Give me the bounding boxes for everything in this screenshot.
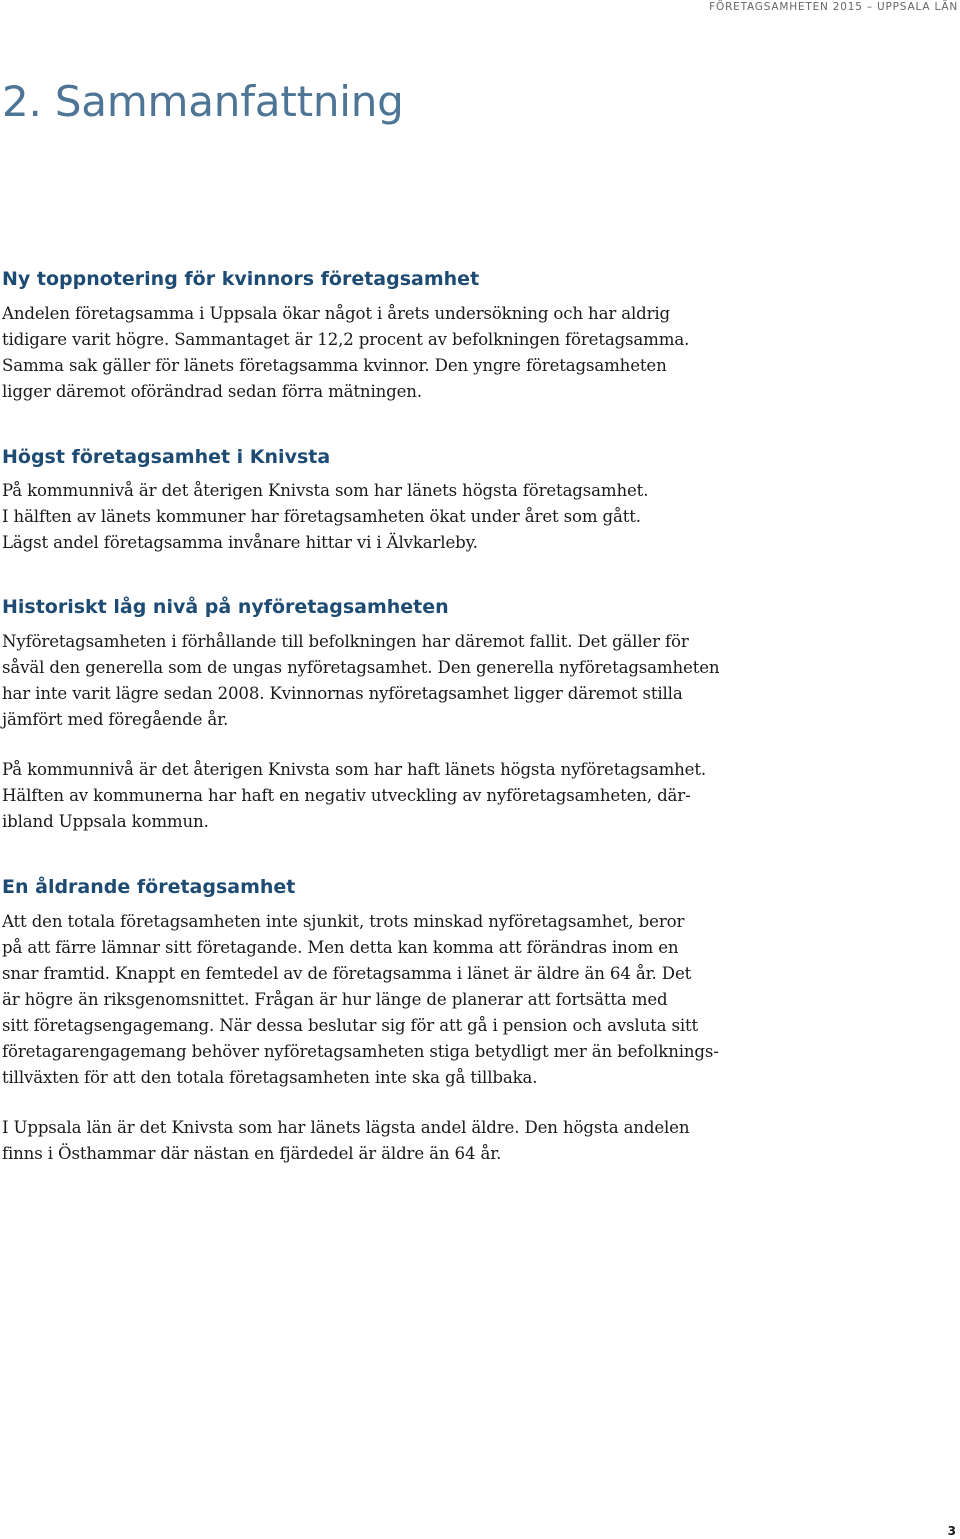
section-knivsta xyxy=(2,444,952,556)
text-line: sitt företagsengagemang. När dessa beslutar sig för att gå i pension och avsluta sitt xyxy=(2,1016,699,1035)
section-heading: En åldrande företagsamhet xyxy=(2,876,296,898)
text-line: tidigare varit högre. Sammantaget är 12,2 procent av befolkningen företagsamma. xyxy=(2,330,690,349)
paragraph xyxy=(2,301,952,405)
text-line: ligger däremot oförändrad sedan förra mätningen. xyxy=(2,382,422,401)
text-line: På kommunnivå är det återigen Knivsta som har länets högsta företagsamhet. xyxy=(2,481,649,500)
text-line: företagarengagemang behöver nyföretagsamheten stiga betydligt mer än befolknings- xyxy=(2,1042,719,1061)
text-line: har inte varit lägre sedan 2008. Kvinnornas nyföretagsamhet ligger däremot stilla xyxy=(2,684,683,703)
paragraph xyxy=(2,757,952,835)
section-heading: Ny toppnotering för kvinnors företagsamhet xyxy=(2,268,480,290)
section-heading: Historiskt låg nivå på nyföretagsamheten xyxy=(2,596,449,618)
text-line: såväl den generella som de ungas nyföretagsamhet. Den generella nyföretagsamheten xyxy=(2,658,720,677)
section-kvinnors-foretagsamhet xyxy=(2,266,952,405)
paragraph xyxy=(2,629,952,733)
page-title: 2. Sammanfattning xyxy=(2,77,404,126)
section-nyforetagsamhet xyxy=(2,594,952,835)
section-heading: Högst företagsamhet i Knivsta xyxy=(2,446,331,468)
text-line: Att den totala företagsamheten inte sjunkit, trots minskad nyföretagsamhet, beror xyxy=(2,912,685,931)
section-aldrande-foretagsamhet xyxy=(2,874,952,1167)
text-line: Andelen företagsamma i Uppsala ökar något i årets undersökning och har aldrig xyxy=(2,304,671,323)
text-line: snar framtid. Knappt en femtedel av de företagsamma i länet är äldre än 64 år. Det xyxy=(2,964,692,983)
text-line: jämfört med föregående år. xyxy=(2,710,229,729)
text-line: På kommunnivå är det återigen Knivsta som har haft länets högsta nyföretagsamhet. xyxy=(2,760,706,779)
text-line: I Uppsala län är det Knivsta som har länets lägsta andel äldre. Den högsta andelen xyxy=(2,1118,690,1137)
paragraph xyxy=(2,909,952,1091)
text-line: Nyföretagsamheten i förhållande till befolkningen har däremot fallit. Det gäller för xyxy=(2,632,689,651)
text-line: på att färre lämnar sitt företagande. Men detta kan komma att förändras inom en xyxy=(2,938,679,957)
text-line: tillväxten för att den totala företagsamheten inte ska gå tillbaka. xyxy=(2,1068,538,1087)
text-line: Lägst andel företagsamma invånare hittar vi i Älvkarleby. xyxy=(2,533,478,552)
text-line: är högre än riksgenomsnittet. Frågan är hur länge de planerar att fortsätta med xyxy=(2,990,668,1009)
text-line: ibland Uppsala kommun. xyxy=(2,812,209,831)
page-number: 3 xyxy=(947,1524,956,1538)
paragraph xyxy=(2,478,952,556)
text-line: Samma sak gäller för länets företagsamma kvinnor. Den yngre företagsamheten xyxy=(2,356,667,375)
text-line: I hälften av länets kommuner har företagsamheten ökat under året som gått. xyxy=(2,507,641,526)
running-header: FÖRETAGSAMHETEN 2015 – UPPSALA LÄN xyxy=(709,1,958,13)
text-line: finns i Östhammar där nästan en fjärdedel är äldre än 64 år. xyxy=(2,1144,502,1163)
paragraph xyxy=(2,1115,952,1167)
text-line: Hälften av kommunerna har haft en negativ utveckling av nyföretagsamheten, där- xyxy=(2,786,691,805)
